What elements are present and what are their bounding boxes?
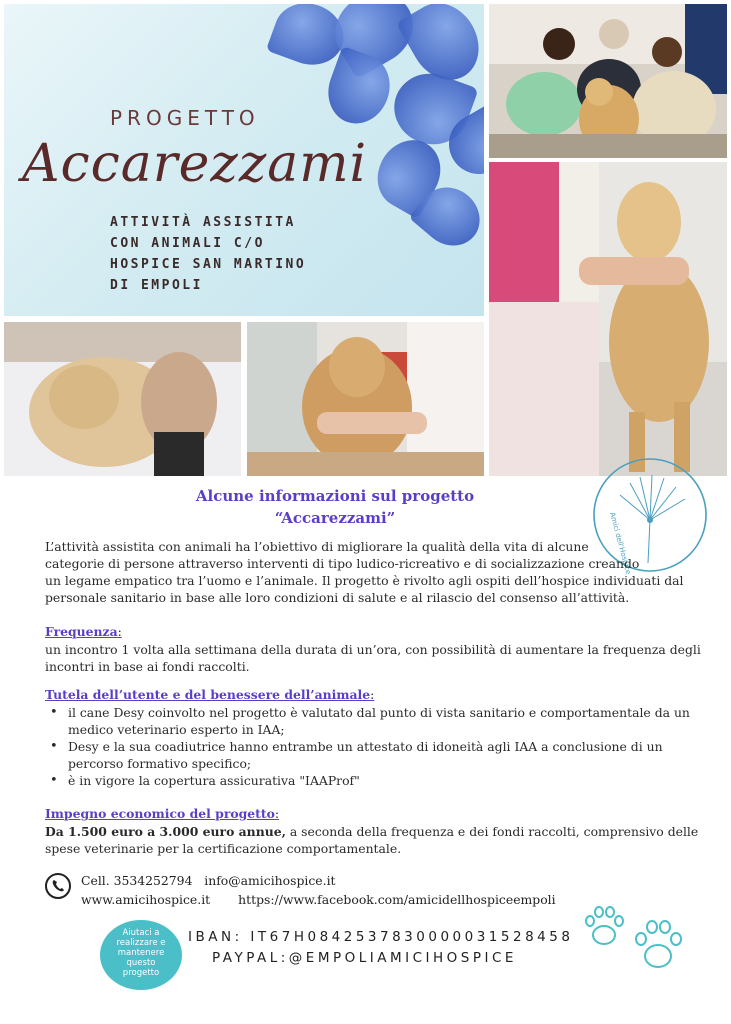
paw-print-icon	[632, 916, 684, 976]
hero-subtitle-line: HOSPICE SAN MARTINO	[110, 257, 307, 272]
impegno-text: a seconda della frequenza e dei fondi raccolti, comprensivo delle	[285, 824, 699, 839]
badge-line: mantenere	[117, 948, 165, 958]
impegno-paragraph	[45, 823, 699, 857]
logo-text: Amici dell'Hospice | Empoli	[608, 511, 641, 575]
list-item-text: percorso formativo specifico;	[68, 756, 252, 771]
impegno-heading	[45, 806, 279, 821]
phone-icon	[45, 873, 71, 899]
list-item-text: Desy e la sua coadiutrice hanno entrambe un attestato di idoneità agli IAA a conclusione di un	[68, 739, 663, 754]
section-title-project: “Accarezzami”	[274, 509, 396, 527]
contact-facebook[interactable]: https://www.facebook.com/amicidellhospiceempoli	[238, 892, 556, 907]
contact-website[interactable]: www.amicihospice.it	[81, 892, 211, 907]
section-title: Alcune informazioni sul progetto	[195, 487, 475, 505]
bullet-icon: •	[50, 705, 58, 720]
colon: :	[274, 806, 280, 821]
intro-line: personale sanitario in base alle loro condizioni di salute e al rilascio del consenso all’attività.	[45, 590, 630, 605]
hero-title: Accarezzami	[22, 134, 368, 194]
contact-email[interactable]: info@amicihospice.it	[204, 873, 336, 888]
frequenza-line: un incontro 1 volta alla settimana della durata di un’ora, con possibilità di aumentare la frequenza degli	[45, 642, 701, 657]
intro-line: categorie di persone attraverso interventi di tipo ludico-ricreativo e di socializzazione creando	[45, 556, 640, 571]
hero-subtitle-line: CON ANIMALI C/O	[110, 236, 265, 251]
hero-subtitle-line: ATTIVITÀ ASSISTITA	[110, 215, 296, 230]
hero-kicker: PROGETTO	[110, 106, 260, 130]
hero-banner	[4, 4, 484, 316]
photo-dog-resting	[4, 322, 241, 476]
tutela-list	[50, 704, 690, 789]
colon: :	[370, 687, 375, 702]
photo-dog-petted	[247, 322, 484, 476]
frequenza-line: incontri in base ai fondi raccolti.	[45, 659, 250, 674]
colon: :	[117, 624, 122, 639]
list-item-text: il cane Desy coinvolto nel progetto è valutato dal punto di vista sanitario e comportamentale da un	[68, 705, 690, 720]
list-item	[50, 704, 690, 738]
contact-phone: Cell. 3534252794	[81, 873, 193, 888]
impegno-heading-text: Impegno economico del progetto	[45, 806, 275, 821]
list-item	[50, 772, 684, 789]
paw-print-icon	[582, 903, 626, 953]
list-item-text: è in vigore la copertura assicurativa "IAAProf"	[68, 773, 360, 788]
list-item-text: medico veterinario esperto in IAA;	[68, 722, 285, 737]
badge-line: progetto	[122, 968, 160, 978]
bullet-icon: •	[50, 739, 58, 754]
impegno-text: spese veterinarie per la certificazione comportamentale.	[45, 841, 402, 856]
paypal-text: PAYPAL:@EMPOLIAMICIHOSPICE	[212, 950, 517, 966]
intro-line: un legame empatico tra l’uomo e l’animale. Il progetto è rivolto agli ospiti dell’hospice individuati dal	[45, 573, 684, 588]
photo-group-with-dog	[489, 4, 727, 158]
hero-subtitle	[110, 212, 306, 296]
hero-subtitle-line: DI EMPOLI	[110, 278, 203, 293]
list-item	[50, 738, 684, 772]
tutela-heading	[45, 687, 374, 702]
bullet-icon: •	[50, 773, 58, 788]
intro-paragraph	[45, 538, 685, 606]
badge-line: questo	[126, 958, 156, 968]
badge-line: Aiutaci a	[122, 928, 160, 938]
frequenza-heading	[45, 624, 122, 639]
frequenza-paragraph	[45, 641, 701, 675]
impegno-amount: Da 1.500 euro a 3.000 euro annue,	[45, 824, 286, 839]
intro-line: L’attività assistita con animali ha l’obiettivo di migliorare la qualità della vita di alcune	[45, 539, 589, 554]
photo-dog-with-caregiver	[489, 162, 727, 476]
frequenza-heading-text: Frequenza	[45, 624, 118, 639]
iban-text: IBAN: IT67H0842537830000031528458	[188, 929, 574, 945]
donation-badge	[100, 920, 182, 990]
badge-line: realizzare e	[116, 938, 166, 948]
tutela-heading-text: Tutela dell’utente e del benessere dell’animale	[45, 687, 371, 702]
